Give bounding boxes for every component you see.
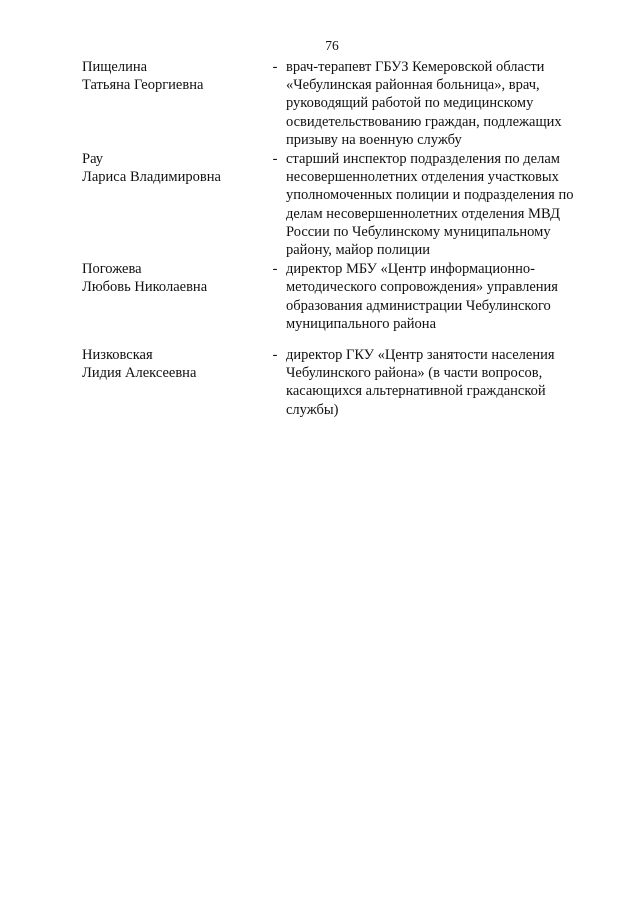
member-surname: Низковская [82, 347, 153, 364]
member-surname: Рау [82, 151, 104, 168]
position-line: делам несовершеннолетних отделения МВД [286, 205, 560, 222]
member-entry [82, 58, 602, 149]
position-line: директор МБУ «Центр информационно- [286, 261, 535, 278]
dash-separator: - [272, 59, 278, 75]
member-name [82, 346, 264, 382]
member-name [82, 150, 264, 186]
member-surname: Погожева [82, 261, 142, 278]
dash-separator: - [272, 261, 278, 278]
position-line: Чебулинского района» (в части вопросов, [286, 365, 543, 382]
member-position [286, 346, 592, 419]
member-given-names: Лидия Алексеевна [82, 365, 197, 382]
position-line: службы) [286, 401, 339, 418]
position-line: уполномоченных полиции и подразделения по [286, 187, 574, 204]
position-line: методического сопровождения» управления [286, 279, 558, 296]
position-line: руководящий работой по медицинскому [286, 95, 534, 112]
page-number: 76 [325, 38, 339, 53]
member-entry [82, 346, 602, 419]
position-line: России по Чебулинскому муниципальному [286, 223, 551, 240]
position-line: освидетельствованию граждан, подлежащих [286, 113, 562, 130]
member-position [286, 58, 592, 149]
member-position [286, 260, 592, 333]
position-line: призыву на военную службу [286, 131, 462, 148]
position-line: врач-терапевт ГБУЗ Кемеровской области [286, 59, 545, 75]
position-line: касающихся альтернативной гражданской [286, 383, 546, 400]
position-line: директор ГКУ «Центр занятости населения [286, 347, 555, 364]
dash-separator: - [272, 347, 278, 364]
member-position [286, 150, 592, 259]
commission-member-list [82, 58, 602, 419]
member-name [82, 58, 264, 94]
position-line: образования администрации Чебулинского [286, 297, 551, 314]
dash-separator: - [272, 151, 278, 168]
member-surname: Пищелина [82, 59, 148, 75]
member-given-names: Любовь Николаевна [82, 279, 208, 296]
position-line: району, майор полиции [286, 242, 430, 259]
position-line: несовершеннолетних отделения участковых [286, 169, 559, 186]
member-entry [82, 150, 602, 259]
member-entry [82, 260, 602, 333]
position-line: муниципального района [286, 315, 436, 332]
member-name [82, 260, 264, 296]
position-line: «Чебулинская районная больница», врач, [286, 77, 540, 94]
position-line: старший инспектор подразделения по делам [286, 151, 560, 168]
member-given-names: Лариса Владимировна [82, 169, 221, 186]
member-given-names: Татьяна Георгиевна [82, 77, 204, 94]
